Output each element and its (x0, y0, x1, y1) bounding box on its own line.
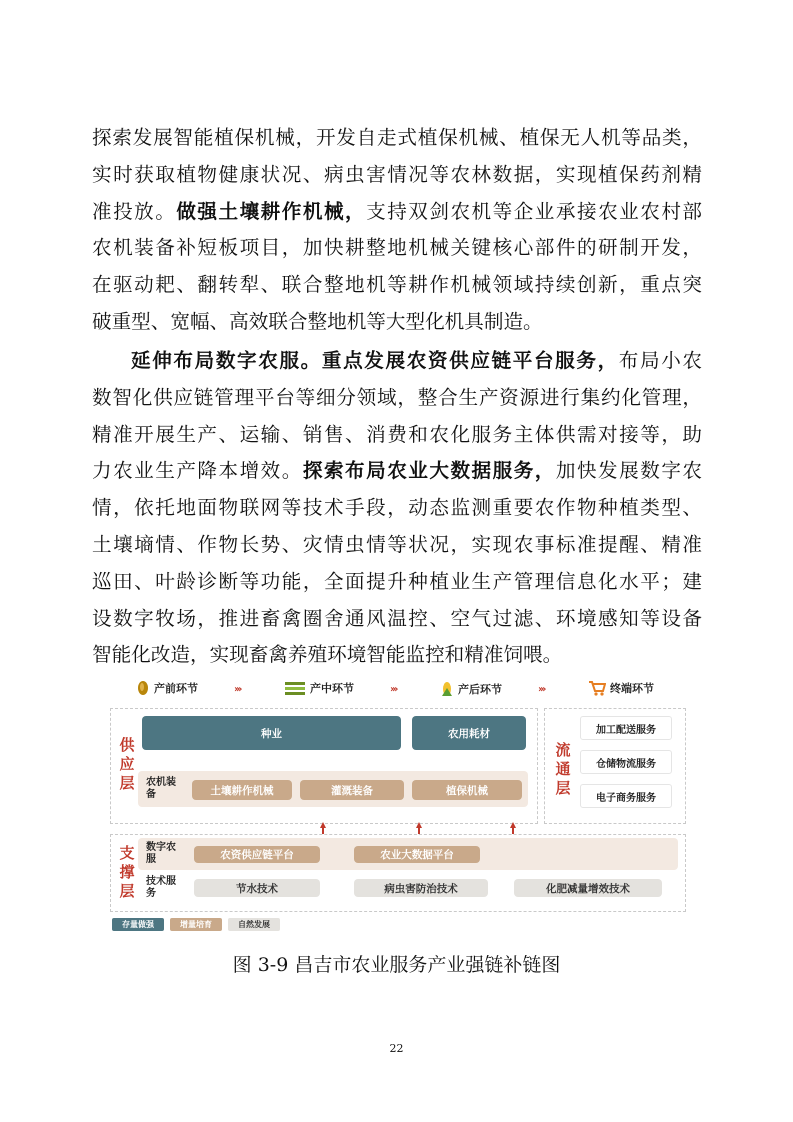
agri-inputs: 农用耗材 (412, 716, 526, 750)
e-commerce-service: 电子商务服务 (580, 784, 672, 808)
text-line: 力农业生产降本增效。探索布局农业大数据服务，加快发展数字农 (92, 459, 702, 483)
plant-protection-machinery: 植保机械 (412, 780, 522, 800)
text-line: 智能化改造，实现畜禽养殖环境智能监控和精准饲喂。 (92, 643, 563, 667)
stage-terminal: 终端环节 (588, 680, 654, 696)
text-line: 精准开展生产、运输、销售、消费和农化服务主体供需对接等，助 (92, 422, 702, 446)
bold-heading: 做强土壤耕作机械， (176, 199, 367, 223)
corn-icon (440, 680, 454, 698)
machinery-label: 农机装备 (146, 777, 176, 800)
text-line: 实时获取植物健康状况、病虫害情况等农林数据，实现植保药剂精 (92, 162, 702, 186)
legend-strengthen: 存量做强 (112, 918, 164, 931)
legend-natural: 自然发展 (228, 918, 280, 931)
bold-heading: 探索布局农业大数据服务， (302, 459, 556, 483)
warehousing-logistics-service: 仓储物流服务 (580, 750, 672, 774)
paragraph-2 (92, 343, 702, 674)
text-line: 在驱动耙、翻转犁、联合整地机等耕作机械领域持续创新，重点突 (92, 273, 702, 297)
paragraph-1 (92, 120, 702, 341)
stage-pre: 产前环节 (136, 680, 198, 696)
seed-industry: 种业 (142, 716, 401, 750)
stage-header (108, 678, 688, 702)
tillage-machinery: 土壤耕作机械 (192, 780, 292, 800)
figure-caption: 图 3-9 昌吉市农业服务产业强链补链图 (232, 954, 561, 976)
tech-service-label: 技术服务 (146, 876, 176, 899)
stage-mid: 产中环节 (284, 680, 354, 696)
seed-icon (136, 680, 150, 696)
text-line: 土壤墒情、作物长势、灾情虫情等状况，实现农事标准提醒、精准 (92, 532, 702, 556)
text-line: 农机装备补短板项目，加快耕整地机械关键核心部件的研制开发， (92, 236, 702, 260)
supply-layer-label: 供应层 (119, 736, 135, 792)
fertilizer-reduction-tech: 化肥减量增效技术 (514, 879, 662, 897)
page-number: 22 (389, 1042, 404, 1055)
industry-chain-diagram (108, 678, 688, 940)
supply-chain-platform: 农资供应链平台 (194, 846, 320, 863)
up-arrow-icon (510, 822, 516, 828)
text-line: 巡田、叶龄诊断等功能，全面提升种植业生产管理信息化水平；建 (92, 569, 702, 593)
text-line: 延伸布局数字农服。重点发展农资供应链平台服务，布局小农 (131, 349, 703, 372)
bold-heading: 延伸布局数字农服。重点发展农资供应链平台服务， (131, 349, 619, 372)
text-line: 设数字牧场，推进畜禽圈舍通风温控、空气过滤、环境感知等设备 (92, 606, 702, 630)
legend-cultivate: 增量培育 (170, 918, 222, 931)
field-icon (284, 680, 306, 696)
chevron-arrows-icon: ››› (538, 684, 545, 695)
text-line: 准投放。做强土壤耕作机械，支持双剑农机等企业承接农业农村部 (92, 199, 703, 223)
shopping-cart-icon (588, 680, 606, 696)
pest-control-tech: 病虫害防治技术 (354, 879, 488, 897)
up-arrow-icon (320, 822, 326, 828)
big-data-platform: 农业大数据平台 (354, 846, 480, 863)
digital-service-label: 数字农服 (146, 842, 176, 865)
text-line: 破重型、宽幅、高效联合整地机等大型化机具制造。 (92, 309, 543, 333)
chevron-arrows-icon: ››› (390, 684, 397, 695)
text-line: 探索发展智能植保机械，开发自走式植保机械、植保无人机等品类， (92, 126, 702, 149)
chevron-arrows-icon: ››› (234, 684, 241, 695)
stage-post: 产后环节 (440, 680, 502, 698)
text-line: 情，依托地面物联网等技术手段，动态监测重要农作物种植类型、 (92, 496, 702, 520)
water-saving-tech: 节水技术 (194, 879, 320, 897)
circulation-layer-label: 流通层 (555, 741, 571, 797)
text-line: 数智化供应链管理平台等细分领域，整合生产资源进行集约化管理， (92, 385, 702, 409)
support-layer-label: 支撑层 (119, 844, 135, 900)
processing-delivery-service: 加工配送服务 (580, 716, 672, 740)
irrigation-equipment: 灌溉装备 (300, 780, 404, 800)
up-arrow-icon (416, 822, 422, 828)
